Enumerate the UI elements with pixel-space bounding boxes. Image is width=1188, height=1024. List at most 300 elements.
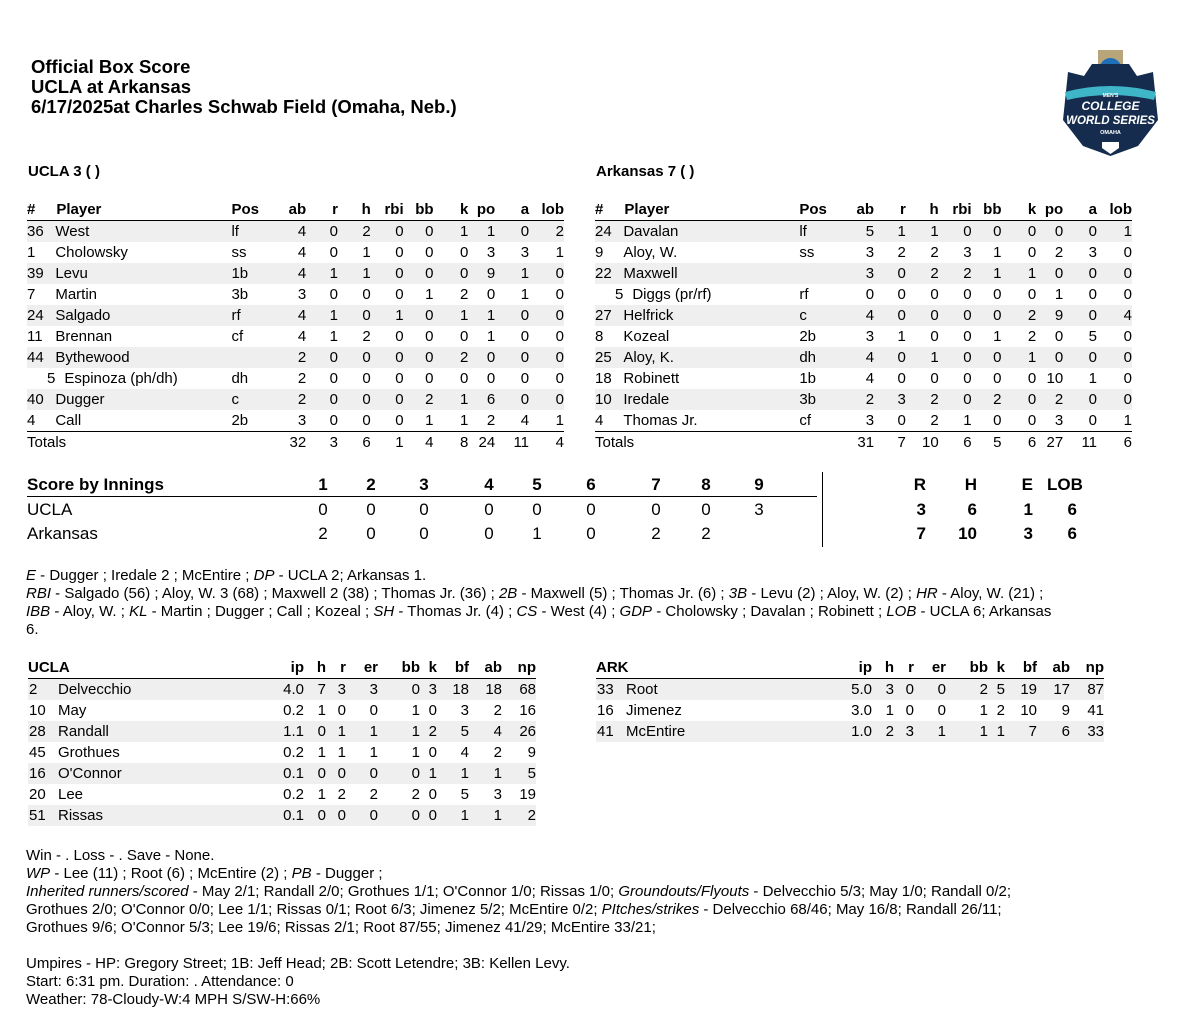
jersey-number: 20 [29,786,46,803]
inning-score: 0 [651,500,661,519]
stat-cell: 1 [993,244,1002,261]
stat-cell: 0 [529,347,564,368]
stat-cell: 0 [1027,412,1037,429]
stat-cell: 0 [1063,347,1097,368]
stat-cell: 0 [338,347,371,368]
stat-cell: 2 [906,263,939,284]
table-row [28,700,536,721]
stat-cell: 10 [1046,370,1064,387]
pitcher-name: O'Connor [58,763,218,784]
stat-cell: 2 [939,263,972,284]
away-pitching-table [28,657,536,826]
jersey-number: 7 [27,286,36,303]
stat-cell: 0 [346,763,378,784]
totals-row [27,432,564,454]
stat-cell: 0 [425,244,434,261]
stat-cell: 1 [906,221,939,243]
stat-cell: 0 [395,412,404,429]
stat-cell: 2 [930,412,939,429]
svg-text:OMAHA: OMAHA [1100,130,1121,136]
stat-cell: 0 [1001,389,1036,410]
stat-cell: 0 [395,370,404,387]
stat-cell: 1 [495,263,529,284]
totals-cell: 8 [434,432,469,454]
stat-cell: 0 [939,347,972,368]
stat-cell: 6 [468,389,495,410]
stat-cell: 0 [1123,328,1132,345]
stat-cell: 4 [271,221,306,243]
stat-cell: 0 [434,263,469,284]
stat-cell: 1 [459,412,469,429]
jersey-number: 27 [595,305,623,326]
rhe-value: 1 [1023,500,1033,519]
stat-cell: 2b [231,412,249,429]
stat-cell: 2 [337,786,346,803]
stat-cell: 2 [486,412,496,429]
jersey-number: 33 [596,679,626,701]
jersey-number: 4 [27,412,36,429]
column-header: ab [469,657,502,679]
stat-cell [231,347,271,368]
jersey-number: 9 [595,244,604,261]
table-row [27,221,564,243]
jersey-number: 5 [47,370,56,387]
column-header: np [502,657,536,679]
table-row [596,700,1104,721]
stat-cell: 2 [1054,244,1064,261]
rhe-value: 3 [916,500,926,519]
stat-cell: 0 [362,370,371,387]
player-name: Cholowsky [55,244,128,261]
stat-cell: 0 [495,389,529,410]
stat-cell: 68 [502,679,536,701]
jersey-number: 28 [28,721,58,742]
jersey-number: 39 [27,263,55,284]
stat-cell: 2 [493,744,502,761]
home-batting-header [595,199,1132,221]
stat-cell: 4 [271,305,306,326]
inherited-runners: Inherited runners/scored - May 2/1; Randall 2/0; Grothues 1/1; O'Connor 1/0; Rissas 1/0; Groundouts/Flyouts - Delvecchio 5/3; May 1/0; Randall 0/2; [26,883,1012,900]
stat-cell: 0 [326,763,346,784]
stat-cell: 2 [946,679,988,701]
stat-cell: 1.0 [786,721,872,742]
innings-team-name: Arkansas [27,524,98,543]
inning-score: 0 [701,500,711,519]
stat-cell: 3 [963,244,972,261]
stat-cell: 3 [865,412,875,429]
stat-cell: 4 [297,244,307,261]
notes-line-4: 6. [26,621,39,638]
stat-cell: 1 [914,721,946,742]
totals-cell: 31 [839,432,874,454]
column-header: rbi [939,199,972,221]
stat-cell: 0 [1027,286,1037,303]
jersey-number: 22 [595,263,623,284]
start-info: Start: 6:31 pm. Duration: . Attendance: 0 [26,973,294,990]
stat-cell: 4 [520,412,530,429]
stat-cell: 0 [306,347,338,368]
stat-cell: 5 [437,721,469,742]
stat-cell: rf [799,286,809,303]
stat-cell: 2 [930,244,939,261]
stat-cell: 2 [420,721,437,742]
stat-cell: 1 [434,221,469,243]
stat-cell: 2 [411,786,420,803]
player-name: Aloy, W. [623,244,678,261]
stat-cell: 1 [520,286,530,303]
weather: Weather: 78-Cloudy-W:4 MPH S/SW-H:66% [26,991,321,1008]
stat-cell: 0 [329,412,338,429]
stat-cell: ss [799,244,815,261]
stat-cell: 1 [306,263,338,284]
table-row [28,742,536,763]
column-header: bb [946,657,988,679]
stat-cell: 2 [1001,305,1036,326]
stat-cell: 2 [502,805,536,826]
stat-cell: 3.0 [851,702,872,719]
stat-cell: 3 [346,679,378,701]
stat-cell: 0 [529,389,564,410]
column-header: a [495,199,529,221]
player-name: Martin [55,286,98,303]
inning-number: 7 [651,475,661,494]
svg-text:MEN'S: MEN'S [1102,93,1119,99]
stat-cell: 0 [459,370,469,387]
column-header: ab [271,199,306,221]
jersey-number: 24 [595,221,623,243]
stat-cell: 3 [874,389,906,410]
stat-cell: 4 [839,347,874,368]
stat-cell: 0 [897,412,906,429]
stat-cell: 0 [371,347,404,368]
stat-cell: 1 [317,786,326,803]
umpires: Umpires - HP: Gregory Street; 1B: Jeff Head; 2B: Scott Letendre; 3B: Kellen Levy. [26,955,570,972]
stat-cell: 1 [437,805,469,826]
stat-cell: 1 [979,702,988,719]
pitcher-name: May [58,702,87,719]
inning-score: 0 [419,500,429,519]
stat-cell: 0 [338,389,371,410]
stat-cell: 1 [468,305,495,326]
column-header: er [914,657,946,679]
stat-cell: 1 [338,263,371,284]
stat-cell: 2 [972,389,1002,410]
stat-cell: 1 [362,244,371,261]
stat-cell: 1 [906,347,939,368]
stat-cell: 0 [468,347,495,368]
stat-cell: 0 [963,370,972,387]
stat-cell: 1.1 [218,721,304,742]
stat-cell: 0 [329,244,338,261]
stat-cell: 0 [520,370,530,387]
inning-number: 1 [318,475,328,494]
inning-score: 1 [532,524,542,543]
column-header: k [1001,199,1036,221]
totals-cell: 10 [906,432,939,454]
stat-cell: 1 [1088,370,1098,387]
header-matchup: UCLA at Arkansas [31,76,192,97]
stat-cell: 7 [304,679,326,701]
inning-number: 2 [366,475,376,494]
table-row [595,326,1132,347]
jersey-number: 10 [29,702,46,719]
stat-cell: 1 [434,305,469,326]
stat-cell: 0 [874,263,906,284]
svg-text:COLLEGE: COLLEGE [1081,99,1140,113]
table-row [28,721,536,742]
inning-score: 0 [484,524,494,543]
column-header: a [1063,199,1097,221]
pitching-team-label: ARK [596,657,786,679]
stat-cell: 2 [459,286,469,303]
column-header: k [988,657,1005,679]
stat-cell: 0 [395,328,404,345]
inning-score: 0 [419,524,429,543]
rhe-value: 6 [967,500,977,519]
stat-cell: 0 [1036,263,1063,284]
stat-cell: 1 [1001,347,1036,368]
totals-row [595,432,1132,454]
stat-cell: 0.1 [218,763,304,784]
stat-cell: 0 [555,328,564,345]
stat-cell: 0 [495,347,529,368]
player-name: Iredale [623,389,799,410]
stat-cell: 5 [839,221,874,243]
stat-cell: 0 [1097,263,1132,284]
table-row [27,305,564,326]
stat-cell: 0 [371,221,404,243]
stat-cell: 3 [839,263,874,284]
stat-cell: 0 [306,389,338,410]
stat-cell: 0 [304,763,326,784]
pitcher-name: Randall [58,721,218,742]
notes-line-3: IBB - Aloy, W. ; KL - Martin ; Dugger ; Call ; Kozeal ; SH - Thomas Jr. (4) ; CS - West (4) ; GDP - Cholowsky ; Davalan ; Robinett ; LOB - UCLA 6; Arkansas [26,603,1052,620]
stat-cell: 9 [527,744,536,761]
stat-cell: 18 [437,679,469,701]
stat-cell: 0 [459,328,469,345]
notes-line-2: RBI - Salgado (56) ; Aloy, W. 3 (68) ; Maxwell 2 (38) ; Thomas Jr. (36) ; 2B - Maxwell (5) ; Thomas Jr. (6) ; 3B - Levu (2) ; Aloy, W. (2) ; HR - Aloy, W. (21) ; [26,585,1044,602]
jersey-number: 36 [27,221,55,243]
stat-cell: 2 [1036,389,1063,410]
stat-cell: 0 [338,305,371,326]
stat-cell: 4 [469,721,502,742]
stat-cell: 3 [1088,244,1098,261]
stat-cell: 1 [988,721,1005,742]
stat-cell: 2 [839,389,874,410]
rhe-header: LOB [1047,475,1083,494]
table-row [28,805,536,826]
jersey-number: 16 [597,702,614,719]
stat-cell: 0 [404,305,434,326]
player-name: Call [55,412,82,429]
jersey-number: 41 [596,721,626,742]
stat-cell: 1 [306,305,338,326]
player-name: Aloy, K. [623,347,799,368]
stat-cell: 1 [555,412,564,429]
stat-cell: 0 [1097,347,1132,368]
stat-cell: 1b [799,370,817,387]
stat-cell: 10 [1020,702,1037,719]
inning-score: 3 [754,500,764,519]
stat-cell: 0.1 [218,805,304,826]
stat-cell: 0 [326,805,346,826]
column-header: lob [529,199,564,221]
stat-cell: 4 [271,263,306,284]
inning-score: 0 [532,500,542,519]
stat-cell: 0 [905,702,914,719]
player-name: Espinoza (ph/dh) [64,370,178,387]
pitcher-name: Root [626,679,786,701]
score-by-innings-label: Score by Innings [27,475,164,494]
totals-label: Totals [595,432,839,454]
inning-score: 2 [701,524,711,543]
stat-cell: 0 [304,721,326,742]
stat-cell: 0 [1123,244,1132,261]
stat-cell: lf [799,221,839,243]
stat-cell: 1 [326,721,346,742]
stat-cell: 0 [1027,370,1037,387]
jersey-number: 8 [595,328,604,345]
stat-cell: 1 [963,412,972,429]
column-header: # [27,199,55,221]
table-row [595,305,1132,326]
stat-cell: 3 [865,244,875,261]
stat-cell: 87 [1070,679,1104,701]
stat-cell: 1 [469,805,502,826]
stat-cell: 0 [529,263,564,284]
player-name: Robinett [623,370,680,387]
table-row [27,347,564,368]
inning-score: 0 [366,500,376,519]
stat-cell: 0 [972,347,1002,368]
stat-cell: 3b [799,389,839,410]
stat-cell: 0 [939,221,972,243]
totals-cell: 6 [338,432,371,454]
stat-cell: 0 [1123,286,1132,303]
jersey-number: 1 [27,244,36,261]
totals-cell: 3 [306,432,338,454]
stat-cell: 1b [231,263,271,284]
stat-cell: 16 [519,702,536,719]
column-header: bb [378,657,420,679]
stat-cell: 3 [297,412,307,429]
column-header: bf [437,657,469,679]
stat-cell: 5 [988,679,1005,701]
stat-cell: c [231,389,271,410]
stat-cell: 0 [1063,305,1097,326]
pitcher-name: Lee [58,786,84,803]
home-team-title: Arkansas 7 ( ) [596,163,695,180]
stat-cell: 4 [865,370,875,387]
groundouts-continued: Grothues 2/0; O'Connor 0/0; Lee 1/1; Rissas 0/1; Root 6/3; Jimenez 5/2; McEntire 0/2; PItches/strikes - Delvecchio 68/46; May 16/8; Randall 26/11; [26,901,1002,918]
totals-cell: 24 [468,432,495,454]
stat-cell: 3 [894,721,914,742]
column-header: h [872,657,894,679]
column-header: k [420,657,437,679]
column-header: h [906,199,939,221]
table-row [27,326,564,347]
stat-cell: 4 [839,305,874,326]
rhe-value: 6 [1067,524,1077,543]
stat-cell: 0 [371,263,404,284]
table-row [596,679,1104,701]
header-title: Official Box Score [31,56,191,77]
stat-cell: 0 [914,679,946,701]
stat-cell: 2 [271,347,306,368]
box-score-header [31,57,457,117]
inning-score: 2 [318,524,328,543]
table-row [595,221,1132,243]
totals-cell: 6 [939,432,972,454]
stat-cell: 2b [799,328,817,345]
table-row [27,410,564,432]
player-name: Maxwell [623,263,799,284]
innings-divider [822,472,823,547]
stat-cell: 2 [297,370,307,387]
stat-cell: 0 [378,805,420,826]
stat-cell: 0 [404,347,434,368]
column-header: # [595,199,623,221]
stat-cell: 3 [420,679,437,701]
stat-cell: 26 [502,721,536,742]
stat-cell: 0 [1097,389,1132,410]
jersey-number: 51 [28,805,58,826]
totals-cell: 27 [1036,432,1063,454]
stat-cell: 1 [993,328,1002,345]
stat-cell: 0 [395,244,404,261]
stat-cell: 0 [378,763,420,784]
stat-cell: 0 [555,370,564,387]
pitches-continued: Grothues 9/6; O'Connor 5/3; Lee 19/6; Rissas 2/1; Root 87/55; Jimenez 41/29; McEntire 33/21; [26,919,656,936]
stat-cell: 7 [1005,721,1037,742]
svg-text:WORLD SERIES: WORLD SERIES [1066,115,1155,127]
stat-cell: 0 [1054,328,1064,345]
stat-cell: 3 [297,286,307,303]
table-row [28,679,536,701]
rhe-header: E [1021,475,1033,494]
stat-cell: 9 [468,263,495,284]
column-header: ab [1037,657,1070,679]
stat-cell: 1 [411,702,420,719]
stat-cell: 0 [930,286,939,303]
inning-score: 0 [484,500,494,519]
stat-cell: 5 [460,786,469,803]
stat-cell: 41 [1087,702,1104,719]
column-header: h [304,657,326,679]
column-header: Player [623,199,799,221]
pitching-team-label: UCLA [28,657,218,679]
stat-cell: 1 [469,763,502,784]
pitcher-name: Rissas [58,805,218,826]
stat-cell: 2 [897,244,906,261]
stat-cell: 18 [469,679,502,701]
column-header: po [1036,199,1063,221]
totals-cell: 1 [371,432,404,454]
column-header: k [434,199,469,221]
column-header: ip [786,657,872,679]
stat-cell: 1 [378,721,420,742]
stat-cell: ss [231,244,247,261]
stat-cell: 1 [425,412,434,429]
stat-cell: 1 [346,721,378,742]
table-row [595,263,1132,284]
player-name: Levu [55,263,231,284]
table-row [595,242,1132,263]
notes-line-1: E - Dugger ; Iredale 2 ; McEntire ; DP - UCLA 2; Arkansas 1. [26,567,427,584]
stat-cell: 0 [897,370,906,387]
column-header: po [468,199,495,221]
stat-cell: 0 [937,702,946,719]
